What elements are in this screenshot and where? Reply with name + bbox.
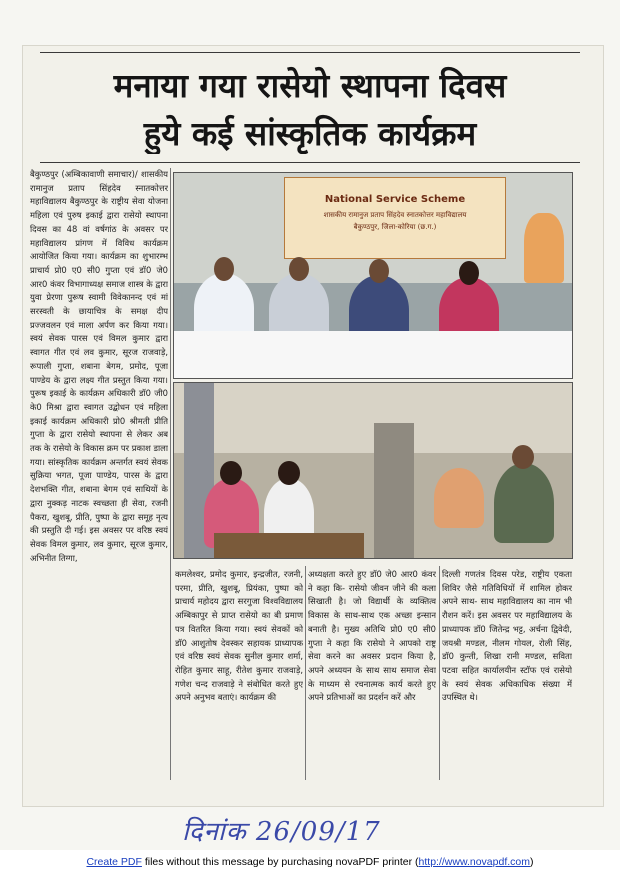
- headline-line-1: मनाया गया रासेयो स्थापना दिवस: [113, 66, 507, 105]
- banner-college: शासकीय रामानुज प्रताप सिंहदेव स्नातकोत्तर महाविद्यालय: [323, 211, 467, 219]
- article-column-3: [308, 568, 436, 778]
- novapdf-link[interactable]: http://www.novapdf.com: [418, 856, 531, 868]
- headline-line-2: हुये कई सांस्कृतिक कार्यक्रम: [143, 114, 477, 153]
- article-column-2-text: कमलेश्वर, प्रमोद कुमार, इन्द्रजीत, रजनी, परमा, प्रीति, खुशबू, प्रियंका, पुष्पा को प्राचार्य महोदय द्वारा सरगुजा विश्वविद्यालय अम्बिकापुर से प्राप्त रासेयो का बी प्रमाण पत्र वितरित किया गया। स्वयं सेवकों को डॉ0 आशुतोष देवस्कर सहायक प्राध्यापक एवं वरिष्ठ स्वयं सेवक सुनील कुमार शर्मा, रोहित कुमार साहू, रीतेश कुमार राजवाड़े, गणेश चन्द राजवाड़े ने संबोधित करते हुए अपने अनुभव बताएं। कार्यक्रम की: [175, 569, 303, 703]
- top-rule: [40, 52, 580, 53]
- photo-guests-on-stage: [173, 172, 573, 379]
- column-rule: [170, 168, 171, 780]
- article-column-4: [442, 568, 572, 778]
- photo-students-seated: [173, 382, 573, 559]
- photo-banner: [284, 177, 506, 259]
- article-column-1-text: बैकुण्ठपुर (अम्बिकावाणी समाचार)/ शासकीय रामानुज प्रताप सिंहदेव स्नातकोत्तर महाविद्यालय बैकुण्ठपुर के राष्ट्रीय सेवा योजना महिला एवं पुरुष इकाई द्वारा रासेयो स्थापना दिवस का 48 वां वर्षगांठ के अवसर पर महाविद्यालय प्रांगण में विविध कार्यक्रम आयोजित किया गया। कार्यक्रम का शुभारम्भ प्राचार्य प्रो0 ए0 सी0 गुप्ता एवं डॉ0 जे0 आर0 कंवर विभागाध्यक्ष समाज शास्त्र के द्वारा युवा प्रेरणा पुरूष स्वामी विवेकानन्द एवं मां सरस्वती के छायाचित्र के समक्ष दीप प्रज्जवलन एवं माला अर्पण कर किया गया। स्वयं सेवक पारस एवं विमल कुमार द्वारा स्वागत गीत एवं लव कुमार, सूरज राजवाड़े, रूपाली गुप्ता, शबाना बेगम, प्रमोद, पूजा पाण्डेय के द्वारा लक्ष्य गीत प्रस्तुत किया गया। पुरूष इकाई के कार्यक्रम अधिकारी डॉ0 जी0 के0 मिश्रा द्वारा स्वागत उद्बोधन एवं महिला इकाई कार्यक्रम अधिकारी प्रो0 श्रीमती प्रीति गुप्ता के द्वारा रासेयो स्थापना से लेकर अब तक के रासेयो के विकास क्रम पर प्रकाश डाला गया। सांस्कृतिक कार्यक्रम अन्तर्गत स्वयं सेवक सुक्रिया भगत, पूजा पाण्डेय, पारस के द्वारा देशभक्ति गीत, शबाना बेगम एवं साथियों के द्वारा नुक्कड़ नाटक स्वच्छता ही सेवा, रजनी पैकरा, खुशबू, प्रीति, पुष्पा के द्वारा समूह नृत्य की प्रस्तुति दी गई। इस अवसर पर वरिष्ठ स्वयं सेवक विमल कुमार, लव कुमार, सूरज कुमार, अभिनीत तिग्गा,: [30, 169, 168, 563]
- column-rule: [439, 566, 440, 780]
- article-column-4-text: दिल्ली गणतंत्र दिवस परेड, राष्ट्रीय एकता शिविर जैसे गतिविधियों में शामिल होकर अपने साथ- साथ महाविद्यालय का नाम भी रौशन करें। इस अवसर पर महाविद्यालय के प्राध्यापक डॉ0 जितेन्द्र भट्ट, अर्चना द्विवेदी, जयश्री मण्डल, नीलम गोयल, रोली सिंह, डॉ0 कुन्ती, शिखा रानी मण्डल, सविता पटवा सहित कार्यालयीन स्टॉफ एवं रासेयो के स्वयं सेवक अधिकाधिक संख्या में उपस्थित थे।: [442, 569, 572, 703]
- banner-title: National Service Scheme: [324, 194, 466, 205]
- create-pdf-link[interactable]: Create PDF: [86, 856, 142, 868]
- article-column-1: [30, 168, 168, 768]
- footer-text: files without this message by purchasing novaPDF printer (: [141, 856, 419, 868]
- footer-text-end: ): [530, 856, 534, 868]
- handwritten-date: दिनांक 26/09/17: [182, 817, 381, 847]
- article-column-2: [175, 568, 303, 778]
- pdf-footer: [0, 856, 620, 868]
- article-column-3-text: अध्यक्षता करते हुए डॉ0 जे0 आर0 कंवर ने कहा कि- रासेयो जीवन जीने की कला सिखाती है। जो विद्यार्थी के व्यक्तित्व विकास के साथ-साथ एक अच्छा इन्सान बनाती है। मुख्य अतिथि प्रो0 ए0 सी0 गुप्ता ने कहा कि रासेयो ने आपको राष्ट्र सेवा करने का अवसर प्रदान किया है, अपने अध्ययन के साथ साथ समाज सेवा के माध्यम से रचनात्मक कार्य करते हुए अपने प्रतिभाओं का प्रदर्शन करें और: [308, 569, 436, 703]
- column-rule: [305, 566, 306, 780]
- headline-rule: [40, 162, 580, 163]
- banner-place: बैकुण्ठपुर, जिला-कोरिया (छ.ग.): [353, 223, 437, 231]
